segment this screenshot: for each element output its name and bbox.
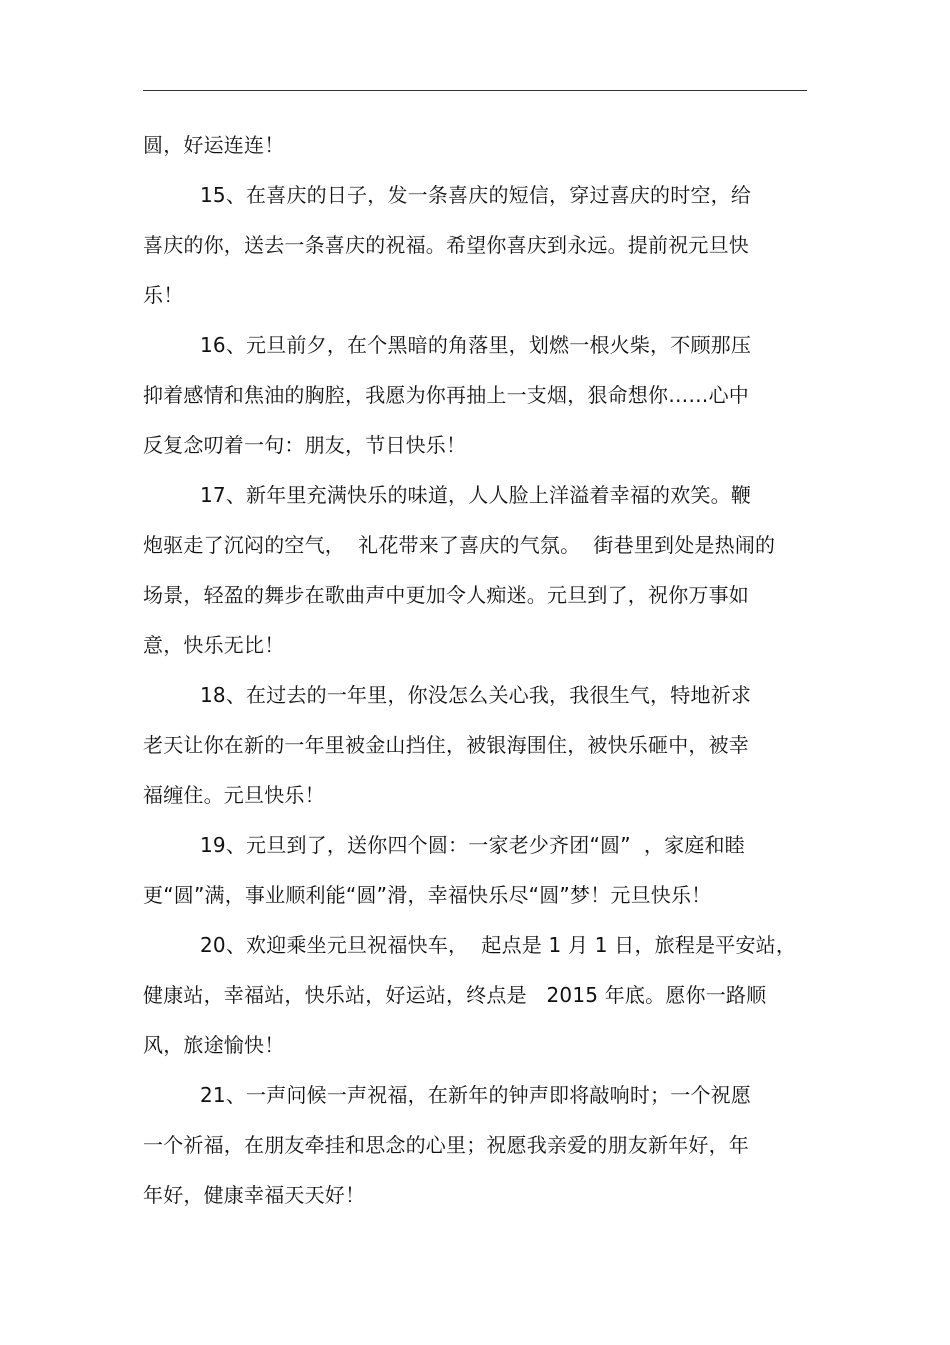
paragraph-16-line-2: 抑着感情和焦油的胸腔，我愿为你再抽上一支烟，狠命想你……心中 — [143, 383, 749, 407]
text-line: 圆，好运连连！ — [143, 133, 285, 157]
paragraph-21-line-1: 21、一声问候一声祝福，在新年的钟声即将敲响时；一个祝愿 — [200, 1083, 752, 1107]
paragraph-20-line-2: 健康站，幸福站，快乐站，好运站，终点是 2015 年底。愿你一路顺 — [143, 983, 767, 1007]
paragraph-19-line-1: 19、元旦到了，送你四个圆：一家老少齐团“圆” ，家庭和睦 — [200, 833, 745, 857]
paragraph-18-line-2: 老天让你在新的一年里被金山挡住，被银海围住，被快乐砸中，被幸 — [143, 733, 749, 757]
paragraph-17-line-1: 17、新年里充满快乐的味道，人人脸上洋溢着幸福的欢笑。鞭 — [200, 483, 752, 507]
paragraph-19-line-2: 更“圆”满，事业顺利能“圆”滑，幸福快乐尽“圆”梦！元旦快乐！ — [143, 883, 712, 907]
paragraph-21-line-2: 一个祈福，在朋友牵挂和思念的心里；祝愿我亲爱的朋友新年好，年 — [143, 1133, 749, 1157]
paragraph-17-line-2: 炮驱走了沉闷的空气， 礼花带来了喜庆的气氛。 街巷里到处是热闹的 — [143, 533, 776, 557]
paragraph-16-line-1: 16、元旦前夕，在个黑暗的角落里，划燃一根火柴，不顾那压 — [200, 333, 752, 357]
paragraph-18-line-1: 18、在过去的一年里，你没怎么关心我，我很生气，特地祈求 — [200, 683, 752, 707]
paragraph-20-line-3: 风，旅途愉快！ — [143, 1033, 285, 1057]
paragraph-18-line-3: 福缠住。元旦快乐！ — [143, 783, 325, 807]
paragraph-15-line-2: 喜庆的你，送去一条喜庆的祝福。希望你喜庆到永远。提前祝元旦快 — [143, 233, 749, 257]
paragraph-17-line-4: 意，快乐无比！ — [143, 633, 285, 657]
body-text — [143, 120, 807, 1220]
header-rule — [143, 90, 807, 91]
paragraph-20-line-1: 20、欢迎乘坐元旦祝福快车， 起点是 1 月 1 日，旅程是平安站， — [200, 933, 797, 957]
paragraph-17-line-3: 场景，轻盈的舞步在歌曲声中更加令人痴迷。元旦到了，祝你万事如 — [143, 583, 749, 607]
paragraph-16-line-3: 反复念叨着一句：朋友，节日快乐！ — [143, 433, 467, 457]
paragraph-15-line-3: 乐！ — [143, 283, 184, 307]
paragraph-15-line-1: 15、在喜庆的日子，发一条喜庆的短信，穿过喜庆的时空，给 — [200, 183, 752, 207]
paragraph-21-line-3: 年好，健康幸福天天好！ — [143, 1183, 366, 1207]
